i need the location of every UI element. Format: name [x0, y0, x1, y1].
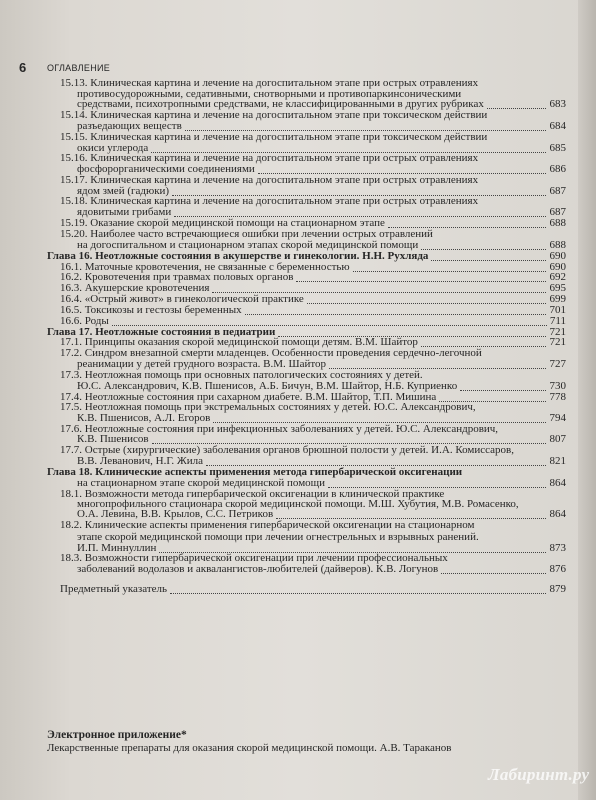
toc-page-number: 690 [549, 261, 566, 273]
toc-page-number: 690 [549, 250, 566, 262]
toc-page-number: 701 [549, 304, 566, 316]
section-title: ОГЛАВЛЕНИЕ [47, 63, 111, 73]
toc-entry-text: 17.3. Неотложная помощь при основных патологических состояниях у детей. [60, 369, 423, 381]
toc-page-number: 686 [549, 163, 566, 175]
toc-entry-text: О.А. Левина, В.В. Крылов, С.С. Петриков [77, 508, 274, 520]
toc-entry-text: Ю.С. Александрович, К.В. Пшенисов, А.Б. Бичун, В.М. Шайтор, Н.Б. Куприенко [77, 380, 458, 392]
toc-entry-text: 17.1. Принципы оказания скорой медицинской помощи детям. В.М. Шайтор [60, 336, 418, 348]
toc-entry-text: 15.14. Клиническая картина и лечение на догоспитальном этапе при токсическом действии [60, 109, 488, 121]
toc-entry-text: на стационарном этапе скорой медицинской помощи [77, 477, 326, 489]
toc-page-number: 864 [549, 477, 566, 489]
toc-page-number: 807 [549, 433, 566, 445]
toc-entry-text: ядовитыми грибами [77, 206, 172, 218]
toc-entry-text: 15.17. Клиническая картина и лечение на догоспитальном этапе при острых отравлениях [60, 174, 479, 186]
toc-entry-text: 18.3. Возможности гипербарической оксигенации при лечении профессиональных [60, 552, 448, 564]
toc-entry-text: ядом змей (гадюки) [77, 185, 170, 197]
toc-leader-dots [245, 314, 546, 315]
toc-leader-dots [441, 573, 546, 574]
toc-entry-text: 15.13. Клиническая картина и лечение на догоспитальном этапе при острых отравлениях [60, 77, 479, 89]
toc-entry-text: 17.4. Неотложные состояния при сахарном диабете. В.М. Шайтор, Т.П. Мишина [60, 391, 437, 403]
toc-page-number: 695 [549, 282, 566, 294]
toc-entry-text: 16.2. Кровотечения при травмах половых органов [60, 271, 294, 283]
toc-entry-text: реанимации у детей грудного возраста. В.М. Шайтор [77, 358, 326, 370]
toc-page-number: 711 [549, 315, 566, 327]
toc-page-number: 699 [549, 293, 566, 305]
toc-entry-text: 16.5. Токсикозы и гестозы беременных [60, 304, 242, 316]
toc-page-number: 864 [549, 508, 566, 520]
toc-page-number: 879 [549, 583, 566, 595]
toc-page-number: 821 [549, 455, 566, 467]
toc-entry-text: 16.1. Маточные кровотечения, не связанные с беременностью [60, 261, 350, 273]
toc-page-number: 688 [549, 239, 566, 251]
toc-entry-text: 18.2. Клинические аспекты применения гипербарической оксигенации на стационарном [60, 519, 475, 531]
toc-entry-text: окиси углерода [77, 142, 149, 154]
toc-entry-text: Глава 18. Клинические аспекты применения метода гипербарической оксигенации [47, 466, 463, 478]
toc-page-number: 692 [549, 271, 566, 283]
toc-entry-text: средствами, психотропными средствами, не классифицированными в других рубриках [77, 98, 484, 110]
toc-entry-text: Предметный указатель [60, 583, 168, 595]
toc-page-number: 794 [549, 412, 566, 424]
toc-entry-text: Глава 17. Неотложные состояния в педиатрии [47, 326, 276, 338]
toc-entry-text: этапе скорой медицинской помощи при лечении огнестрельных и взрывных ранений. [77, 531, 479, 543]
toc-entry-text: 18.1. Возможности метода гипербарической оксигенации в клинической практике [60, 488, 445, 500]
toc-entry-text: на догоспитальном и стационарном этапах скорой медицинской помощи [77, 239, 419, 251]
toc-page-number: 876 [549, 563, 566, 575]
toc-page-number: 778 [549, 391, 566, 403]
toc-leader-dots [421, 249, 546, 250]
toc-page-number: 873 [549, 542, 566, 554]
toc-page-number: 687 [549, 206, 566, 218]
toc-page-number: 721 [549, 326, 566, 338]
toc-entry-text: 16.3. Акушерские кровотечения [60, 282, 210, 294]
toc-entry-text: 17.5. Неотложная помощь при экстремальных состояниях у детей. Ю.С. Александрович, [60, 401, 476, 413]
toc-entry-text: 15.19. Оказание скорой медицинской помощи на стационарном этапе [60, 217, 385, 229]
toc-entry-text: К.В. Пшенисов [77, 433, 149, 445]
toc-page-number: 721 [549, 336, 566, 348]
electronic-appendix-title: Электронное приложение* [47, 729, 187, 741]
toc-entry-text: 16.6. Роды [60, 315, 109, 327]
toc-leader-dots [307, 303, 546, 304]
electronic-appendix-entry[interactable]: Лекарственные препараты для оказания скорой медицинской помощи. А.В. Тараканов [47, 742, 452, 754]
toc-page-number: 730 [549, 380, 566, 392]
page-number: 6 [19, 60, 27, 75]
toc-entry-text: многопрофильного стационара скорой медицинской помощи. М.Ш. Хубутия, М.В. Ромасенко, [77, 498, 519, 510]
toc-entry-text: 15.16. Клиническая картина и лечение на догоспитальном этапе при острых отравлениях [60, 152, 479, 164]
toc-page-number: 684 [549, 120, 566, 132]
toc-leader-dots [296, 281, 546, 282]
toc-entry-text: разъедающих веществ [77, 120, 182, 132]
labirint-watermark-logo: Лабиринт.ру [488, 765, 590, 784]
toc-page-number: 685 [549, 142, 566, 154]
toc-entry-text: В.В. Леванович, Н.Г. Жила [77, 455, 204, 467]
toc-page-number: 688 [549, 217, 566, 229]
toc-leader-dots [170, 593, 546, 594]
toc-entry-text: 17.2. Синдром внезапной смерти младенцев. Особенности проведения сердечно-легочной [60, 347, 482, 359]
toc-leader-dots [487, 108, 546, 109]
toc-entry[interactable] [0, 564, 596, 576]
toc-entry-text: 16.4. «Острый живот» в гинекологической практике [60, 293, 304, 305]
toc-leader-dots [431, 260, 546, 261]
toc-entry[interactable] [0, 584, 596, 596]
toc-leader-dots [460, 390, 546, 391]
toc-entry-text: 15.20. Наиболее часто встречающиеся ошибки при лечении острых отравлений [60, 228, 433, 240]
toc-entry-text: противосудорожными, седативными, снотворными и противопаркинсоническими [77, 88, 462, 100]
toc-entry-text: 15.15. Клиническая картина и лечение на догоспитальном этапе при токсическом действии [60, 131, 488, 143]
toc-entry-text: И.П. Миннуллин [77, 542, 157, 554]
toc-entry-text: 17.6. Неотложные состояния при инфекционных заболеваниях у детей. Ю.С. Александрович, [60, 423, 499, 435]
toc-page-number: 687 [549, 185, 566, 197]
toc-entry-text: 17.7. Острые (хирургические) заболевания органов брюшной полости у детей. И.А. Комиссаров, [60, 444, 514, 456]
toc-entry-text: заболеваний водолазов и аквалангистов-любителей (дайверов). К.В. Логунов [77, 563, 439, 575]
toc-entry-text: фосфорорганическими соединениями [77, 163, 255, 175]
toc-entry-text: Глава 16. Неотложные состояния в акушерстве и гинекологии. Н.Н. Рухляда [47, 250, 429, 262]
toc-entry-text: К.В. Пшенисов, А.Л. Егоров [77, 412, 211, 424]
toc-page-number: 727 [549, 358, 566, 370]
toc-page-number: 683 [549, 98, 566, 110]
toc-entry-text: 15.18. Клиническая картина и лечение на догоспитальном этапе при острых отравлениях [60, 195, 479, 207]
